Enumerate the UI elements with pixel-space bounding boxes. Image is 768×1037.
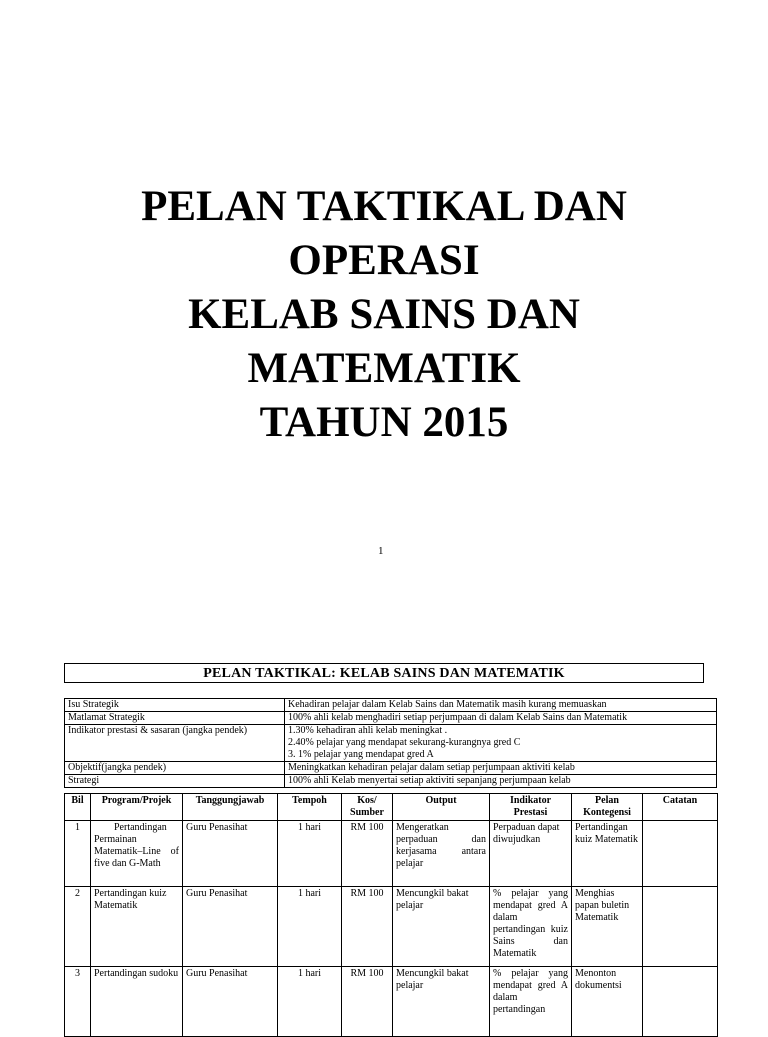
indikator-values	[285, 725, 717, 762]
cell-output: Mencungkil bakat pelajar	[393, 967, 490, 1037]
cell-bil: 2	[65, 887, 91, 967]
indikator-item: 2.40% pelajar yang mendapat sekurang-kurangnya gred C	[288, 737, 521, 748]
cell-indikator: % pelajar yang mendapat gred A dalam pertandingan kuiz Sains dan Matematik	[490, 887, 572, 967]
col-indikator: Indikator Prestasi	[490, 794, 572, 821]
cell-catatan	[643, 967, 718, 1037]
title-line: KELAB SAINS DAN	[188, 291, 580, 338]
meta-row-indikator	[65, 725, 717, 762]
page-number: 1	[378, 545, 384, 557]
matlamat-label: Matlamat Strategik	[65, 712, 285, 725]
meta-row-strategi	[65, 775, 717, 788]
cell-bil: 1	[65, 821, 91, 887]
title-line: MATEMATIK	[247, 345, 521, 392]
meta-row-isu	[65, 699, 717, 712]
indikator-item: 1.30% kehadiran ahli kelab meningkat .	[288, 725, 448, 736]
title-line: TAHUN 2015	[259, 399, 509, 446]
table-row	[65, 821, 718, 887]
matlamat-value: 100% ahli kelab menghadiri setiap perjumpaan di dalam Kelab Sains dan Matematik	[285, 712, 717, 725]
cell-output: Mencungkil bakat pelajar	[393, 887, 490, 967]
col-output: Output	[393, 794, 490, 821]
objektif-label: Objektif(jangka pendek)	[65, 762, 285, 775]
cell-kos: RM 100	[342, 967, 393, 1037]
table-row	[65, 967, 718, 1037]
cell-output: Mengeratkan perpaduan dan kerjasama antara pelajar	[393, 821, 490, 887]
indikator-item: 3. 1% pelajar yang mendapat gred A	[288, 749, 434, 760]
cell-indikator: % pelajar yang mendapat gred A dalam pertandingan	[490, 967, 572, 1037]
cell-program: Pertandingan Permainan Matematik–Line of five dan G-Math	[91, 821, 183, 887]
col-tempoh: Tempoh	[278, 794, 342, 821]
isu-label: Isu Strategik	[65, 699, 285, 712]
strategi-value: 100% ahli Kelab menyertai setiap aktiviti sepanjang perjumpaan kelab	[285, 775, 717, 788]
cell-program: Pertandingan sudoku	[91, 967, 183, 1037]
meta-row-matlamat	[65, 712, 717, 725]
col-catatan: Catatan	[643, 794, 718, 821]
program-table	[64, 793, 718, 1037]
indikator-label: Indikator prestasi & sasaran (jangka pendek)	[65, 725, 285, 762]
meta-row-objektif	[65, 762, 717, 775]
cell-tanggungjawab: Guru Penasihat	[183, 967, 278, 1037]
col-bil: Bil	[65, 794, 91, 821]
cell-tanggungjawab: Guru Penasihat	[183, 821, 278, 887]
document-title	[100, 180, 668, 450]
cell-catatan	[643, 887, 718, 967]
cell-tempoh: 1 hari	[278, 967, 342, 1037]
cell-kos: RM 100	[342, 821, 393, 887]
cell-bil: 3	[65, 967, 91, 1037]
cell-indikator: Perpaduan dapat diwujudkan	[490, 821, 572, 887]
col-pelan: Pelan Kontegensi	[572, 794, 643, 821]
col-tanggungjawab: Tanggungjawab	[183, 794, 278, 821]
objektif-value: Meningkatkan kehadiran pelajar dalam setiap perjumpaan aktiviti kelab	[285, 762, 717, 775]
cell-catatan	[643, 821, 718, 887]
cell-tanggungjawab: Guru Penasihat	[183, 887, 278, 967]
title-line: OPERASI	[288, 237, 480, 284]
strategi-label: Strategi	[65, 775, 285, 788]
col-kos: Kos/ Sumber	[342, 794, 393, 821]
cell-tempoh: 1 hari	[278, 821, 342, 887]
isu-value: Kehadiran pelajar dalam Kelab Sains dan Matematik masih kurang memuaskan	[285, 699, 717, 712]
col-program: Program/Projek	[91, 794, 183, 821]
section-heading: PELAN TAKTIKAL: KELAB SAINS DAN MATEMATIK	[64, 663, 704, 683]
cell-program: Pertandingan kuiz Matematik	[91, 887, 183, 967]
table-row	[65, 887, 718, 967]
cell-tempoh: 1 hari	[278, 887, 342, 967]
cell-pelan: Pertandingan kuiz Matematik	[572, 821, 643, 887]
table-header-row	[65, 794, 718, 821]
strategy-table	[64, 698, 717, 788]
cell-pelan: Menonton dokumentsi	[572, 967, 643, 1037]
cell-kos: RM 100	[342, 887, 393, 967]
cell-pelan: Menghias papan buletin Matematik	[572, 887, 643, 967]
title-line: PELAN TAKTIKAL DAN	[141, 183, 627, 230]
